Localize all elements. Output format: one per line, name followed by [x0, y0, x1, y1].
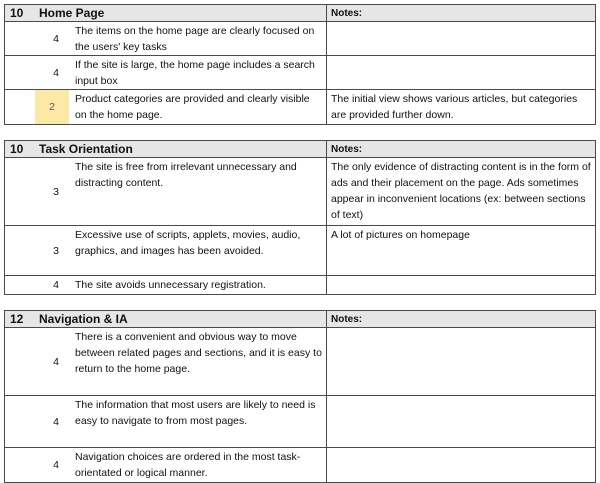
section-header	[5, 311, 595, 328]
item-note	[327, 448, 595, 482]
section-title: Task Orientation	[39, 141, 327, 157]
item-score: 4	[53, 279, 59, 291]
item-score: 3	[53, 185, 59, 198]
notes-label: Notes:	[331, 314, 363, 325]
item-text: If the site is large, the home page includes a search input box	[73, 56, 327, 89]
section-task-orientation	[4, 140, 596, 295]
table-row	[5, 396, 595, 448]
table-row	[5, 158, 595, 226]
item-score: 3	[53, 244, 59, 257]
section-header	[5, 5, 595, 22]
item-note: The initial view shows various articles, but categories are provided further down.	[331, 93, 578, 121]
section-title: Home Page	[39, 5, 327, 21]
notes-label: Notes:	[331, 144, 363, 155]
table-row	[5, 226, 595, 276]
item-text: Navigation choices are ordered in the most task-orientated or logical manner.	[73, 448, 327, 482]
item-text: The information that most users are likely to need is easy to navigate to from most pages.	[73, 396, 327, 447]
section-score: 12	[10, 312, 24, 326]
table-row	[5, 56, 595, 90]
item-score: 4	[53, 66, 59, 79]
item-note: The only evidence of distracting content is in the form of ads and their placement on the page. Ads sometimes appear in inconvenient locations (ex: between sections of text)	[331, 161, 591, 221]
table-row	[5, 22, 595, 56]
item-score: 4	[53, 32, 59, 45]
item-note	[327, 276, 595, 294]
table-row	[5, 448, 595, 482]
item-text: Excessive use of scripts, applets, movies, audio, graphics, and images has been avoided.	[73, 226, 327, 275]
section-title: Navigation & IA	[39, 311, 327, 327]
item-note	[327, 22, 595, 55]
section-home-page	[4, 4, 596, 125]
section-header	[5, 141, 595, 158]
item-score-highlighted: 2	[5, 90, 73, 124]
item-note: A lot of pictures on homepage	[331, 229, 470, 241]
item-score: 4	[53, 459, 59, 471]
table-row	[5, 90, 595, 124]
item-text: The items on the home page are clearly focused on the users' key tasks	[73, 22, 327, 55]
item-text: Product categories are provided and clearly visible on the home page.	[73, 90, 327, 124]
item-score: 4	[53, 355, 59, 368]
section-score: 10	[10, 142, 24, 156]
section-score: 10	[10, 6, 24, 20]
section-navigation-ia	[4, 310, 596, 483]
item-text: There is a convenient and obvious way to move between related pages and sections, and it is easy to return to the home page.	[73, 328, 327, 395]
item-note	[327, 328, 595, 395]
table-row	[5, 276, 595, 294]
item-note	[327, 396, 595, 447]
table-row	[5, 328, 595, 396]
item-score: 4	[53, 415, 59, 428]
item-note	[327, 56, 595, 89]
notes-label: Notes:	[331, 8, 363, 19]
item-text: The site avoids unnecessary registration.	[73, 276, 327, 294]
item-text: The site is free from irrelevant unnecessary and distracting content.	[73, 158, 327, 225]
